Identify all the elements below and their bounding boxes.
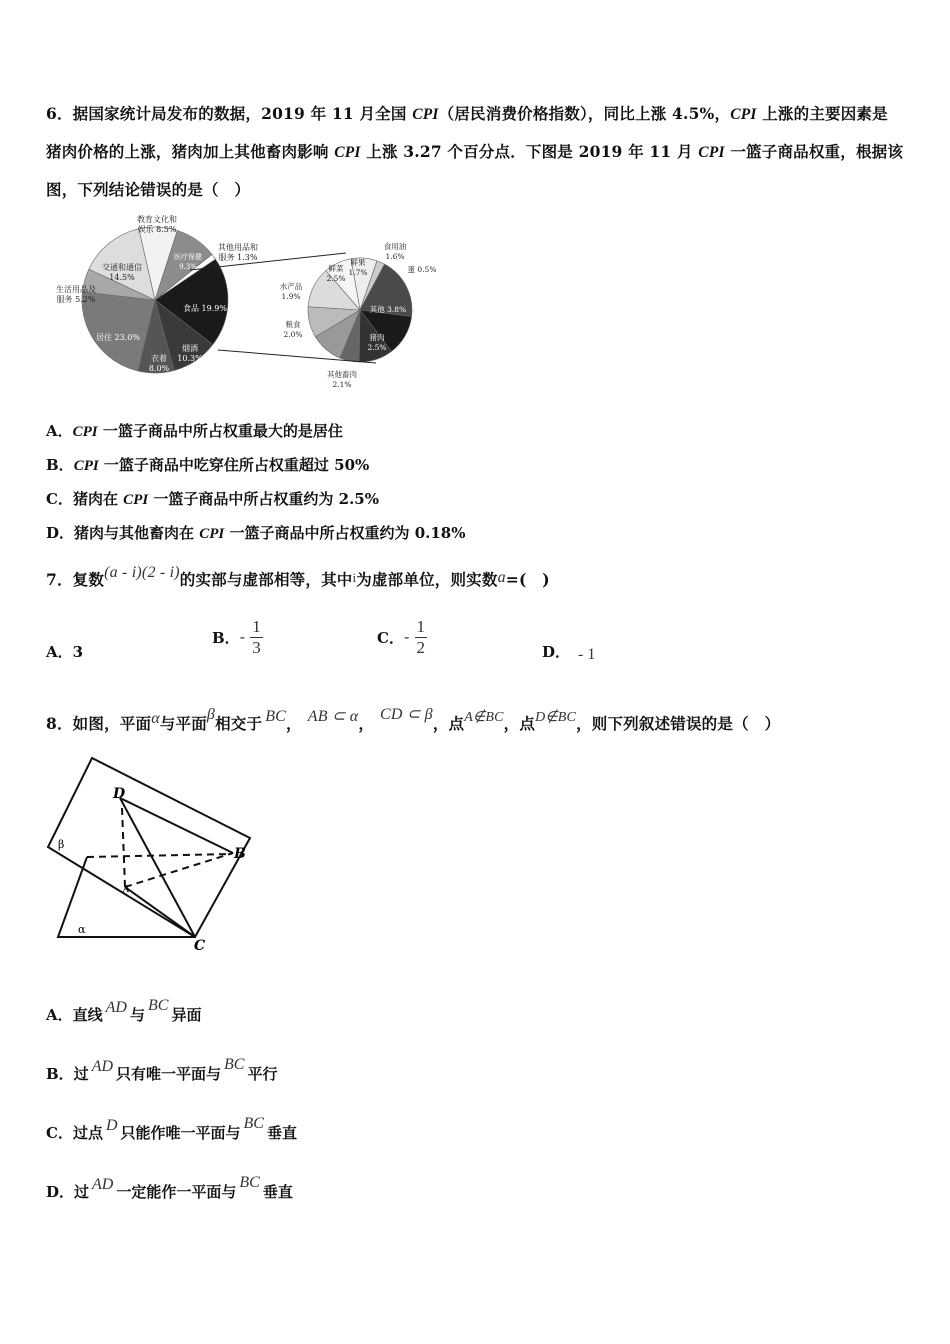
point-D-label: D [113,786,126,802]
pie-label-交通和通信: 交通和通信 [102,263,142,272]
point-A-label: A [123,885,130,895]
segment-AB-dashed [125,853,233,887]
pie-label-水产品: 水产品 [279,282,303,291]
beta-label: β [58,838,65,851]
planes-figure [40,752,260,957]
pie-label-医疗保健: 医疗保健 [174,253,202,261]
pie-label-其他用品和服务: 其他用品和 [218,243,258,252]
q6-option-c[interactable]: C．猪肉在 CPI 一篮子商品中所占权重约为 2.5% [46,490,379,508]
pie-label-粮食: 2.0% [283,330,303,339]
point-B-label: B [234,846,246,862]
pie-label-鲜果: 鲜果 [350,258,366,267]
pie-label-交通和通信: 14.5% [109,273,135,282]
q8-option-a[interactable]: A．直线 AD 与BC异面 [46,997,202,1024]
q7-option-b[interactable]: B．- $\frac{1}{3}$ [212,617,261,657]
pie-label-教育文化和娱乐: 教育文化和 [137,215,177,224]
pie-label-水产品: 1.9% [281,292,301,301]
q8-option-d[interactable]: D．过 AD 一定能作一平面与BC垂直 [46,1174,293,1201]
plane-alpha-top-edge [87,854,230,857]
pie-label-猪肉: 猪肉 [369,333,385,342]
pie-label-蛋: 蛋 0.5% [407,265,437,274]
pie-label-教育文化和娱乐: 娱乐 8.5% [137,225,177,234]
q6-option-a[interactable]: A．CPI 一篮子商品中所占权重最大的是居住 [46,422,343,440]
pie-label-烟酒: 烟酒 [182,344,198,353]
cpi-weight-pie-chart [40,205,460,395]
q7-stem: 7．复数(a - i)(2 - i)的实部与虚部相等，其中i为虚部单位，则实数a=( ) [46,564,550,589]
pie-label-鲜果: 1.7% [348,268,368,277]
q6-option-d[interactable]: D．猪肉与其他畜肉在 CPI 一篮子商品中所占权重约为 0.18% [46,524,466,542]
alpha-label: α [78,923,86,936]
q6-line-2: 猪肉价格的上涨，猪肉加上其他畜肉影响 CPI 上涨 3.27 个百分点．下图是 2019 年 11 月 CPI 一篮子商品权重，根据该 [46,142,904,161]
fraction-one-half: $\frac{1}{2}$ [416,617,426,657]
q7-option-d[interactable]: D． - 1 [542,643,596,663]
q8-option-b[interactable]: B．过 AD 只有唯一平面与BC平行 [46,1056,278,1083]
pie-label-食用油: 1.6% [385,252,405,261]
pie-label-居住: 居住 23.0% [96,333,140,342]
pie-label-鲜菜: 2.5% [326,274,346,283]
fraction-one-third: $\frac{1}{3}$ [252,617,261,657]
q8-option-c[interactable]: C．过点 D 只能作唯一平面与BC垂直 [46,1115,297,1142]
pie-label-其他畜肉: 其他畜肉 [327,370,357,379]
segment-DB [120,798,233,853]
segment-AC [125,887,195,937]
pie-label-禽肉: 1.2% [298,359,318,368]
pie-label-生活用品及服务: 生活用品及 [56,285,96,294]
pie-label-食品: 食品 19.9% [183,304,227,313]
q6-option-b[interactable]: B．CPI 一篮子商品中吃穿住所占权重超过 50% [46,456,370,474]
segment-DA-dashed [122,808,125,887]
main-pie [82,227,228,373]
pie-label-生活用品及服务: 服务 5.2% [56,295,96,304]
pie-label-其他: 其他 3.8% [369,305,407,314]
pie-label-禽肉: 禽肉 [300,349,316,358]
q7-option-a[interactable]: A．3 [46,643,84,661]
pie-label-猪肉: 2.5% [367,343,387,352]
pie-label-衣着: 8.0% [148,364,170,373]
q8-stem: 8．如图，平面α与平面β相交于 BC， AB ⊂ α， CD ⊂ β，点A∉BC，点D∉BC，则下列叙述错误的是（ ） [46,706,781,733]
pie-label-其他畜肉: 2.1% [332,380,352,389]
pie-label-食用油: 食用油 [383,242,407,251]
pie-label-烟酒: 10.3% [177,354,203,363]
q7-option-c[interactable]: C．- $\frac{1}{2}$ [377,617,426,657]
q6-line-1: 6．据国家统计局发布的数据，2019 年 11 月全国 CPI（居民消费价格指数），同比上涨 4.5%，CPI 上涨的主要因素是 [46,104,888,123]
pie-label-鲜菜: 鲜菜 [328,264,344,273]
pie-label-衣着: 衣着 [151,354,167,363]
point-C-label: C [194,938,206,954]
pie-label-其他用品和服务: 服务 1.3% [218,253,258,262]
pie-label-医疗保健: 9.3% [179,263,197,271]
q6-line-3: 图，下列结论错误的是（ ） [46,180,251,199]
pie-label-粮食: 粮食 [285,320,301,329]
